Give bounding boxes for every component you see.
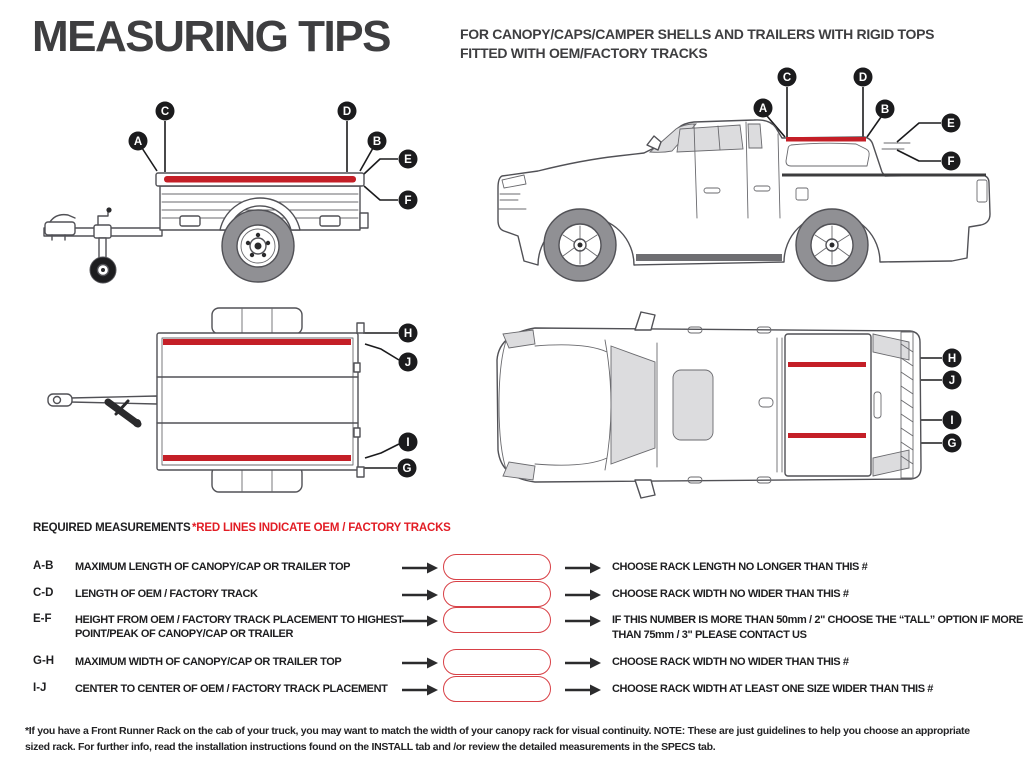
svg-text:G: G — [947, 438, 957, 450]
arrow-right-icon — [565, 614, 601, 626]
red-lines-note: *RED LINES INDICATE OEM / FACTORY TRACKS — [192, 522, 451, 534]
callout-e-badge — [942, 114, 961, 133]
arrow-right-icon — [565, 683, 601, 695]
callout-j-badge — [399, 353, 418, 372]
row-description: LENGTH OF OEM / FACTORY TRACK — [75, 588, 258, 600]
arrow-right-icon — [402, 614, 438, 626]
trailer-hitch-coupler — [48, 394, 72, 406]
callout-h-badge — [943, 349, 962, 368]
arrow-right-icon — [402, 561, 438, 573]
callout-g-badge — [398, 459, 417, 478]
rear-wheel — [796, 209, 868, 281]
arrow-right-icon — [565, 588, 601, 600]
trailer-jack-folded — [108, 401, 141, 427]
svg-text:C: C — [782, 72, 792, 84]
trailer-jockey-wheel — [90, 207, 116, 283]
quarter-window-glass — [748, 124, 762, 148]
row-guideline: CHOOSE RACK WIDTH AT LEAST ONE SIZE WIDER THAN THIS # — [612, 683, 934, 695]
callout-a-badge — [129, 132, 148, 151]
factory-track-red-line — [163, 455, 351, 461]
page-subtitle-line2: FITTED WITH OEM/FACTORY TRACKS — [460, 44, 708, 61]
factory-track-red-line — [164, 176, 356, 183]
row-guideline: CHOOSE RACK WIDTH NO WIDER THAN THIS # — [612, 656, 849, 668]
callout-h-badge — [399, 324, 418, 343]
callout-d-badge — [854, 68, 873, 87]
front-wheel — [544, 209, 616, 281]
callout-c-badge — [778, 68, 797, 87]
row-description: MAXIMUM LENGTH OF CANOPY/CAP OR TRAILER TOP — [75, 561, 351, 573]
row-guideline: CHOOSE RACK LENGTH NO LONGER THAN THIS # — [612, 561, 868, 573]
trailer-side-view-diagram — [28, 85, 428, 300]
svg-text:F: F — [947, 156, 955, 168]
measurement-fill-in-box — [443, 676, 551, 702]
row-code: C-D — [33, 587, 54, 599]
factory-track-red-line — [163, 339, 351, 345]
callout-j-badge — [943, 371, 962, 390]
callout-d-badge — [338, 102, 357, 121]
callout-g-badge — [943, 434, 962, 453]
svg-text:H: H — [403, 328, 413, 340]
svg-text:H: H — [947, 353, 957, 365]
required-measurements-heading: REQUIRED MEASUREMENTS — [33, 522, 191, 534]
trailer-top-view-diagram — [20, 300, 440, 500]
svg-text:B: B — [372, 136, 382, 148]
factory-track-red-line — [788, 433, 866, 438]
measurement-fill-in-box — [443, 554, 551, 580]
callout-i-badge — [943, 411, 962, 430]
page-title: MEASURING TIPS — [32, 12, 390, 61]
footnote — [25, 724, 970, 756]
page-subtitle-line1: FOR CANOPY/CAPS/CAMPER SHELLS AND TRAILERS WITH RIGID TOPS — [460, 26, 935, 42]
arrow-right-icon — [402, 683, 438, 695]
row-description: CENTER TO CENTER OF OEM / FACTORY TRACK PLACEMENT — [75, 683, 388, 695]
measurement-fill-in-box — [443, 581, 551, 607]
rocker-panel — [636, 254, 782, 261]
svg-text:I: I — [950, 415, 954, 427]
side-mirror — [635, 312, 655, 330]
svg-text:G: G — [402, 463, 412, 475]
callout-a-badge — [754, 99, 773, 118]
row-code: G-H — [33, 655, 55, 667]
svg-text:D: D — [342, 106, 352, 118]
callout-c-badge — [156, 102, 175, 121]
callout-b-badge — [368, 132, 387, 151]
svg-text:F: F — [404, 195, 412, 207]
row-description: MAXIMUM WIDTH OF CANOPY/CAP OR TRAILER TOP — [75, 656, 342, 668]
svg-text:J: J — [948, 375, 956, 387]
row-code: E-F — [33, 613, 52, 625]
measurement-fill-in-box — [443, 649, 551, 675]
measurement-fill-in-box — [443, 607, 551, 633]
svg-text:A: A — [758, 103, 768, 115]
truck-top-view-diagram — [485, 300, 1015, 510]
svg-text:A: A — [133, 136, 143, 148]
row-description: HEIGHT FROM OEM / FACTORY TRACK PLACEMENT TO HIGHEST POINT/PEAK OF CANOPY/CAP OR TRAILER — [75, 614, 404, 641]
callout-leader-lines — [363, 333, 399, 468]
footnote-line1: *If you have a Front Runner Rack on the cab of your truck, you may want to match the width of your canopy rack for visual continuity. NOTE: These are just guidelines to help you choose an appropriate — [25, 725, 970, 737]
door-window-glass — [677, 125, 743, 152]
factory-track-red-line — [786, 137, 866, 142]
trailer-body-top — [157, 323, 364, 477]
windshield-glass-top — [611, 346, 655, 464]
measurement-row-ij — [30, 682, 1020, 728]
page-subtitle — [460, 25, 934, 62]
svg-text:J: J — [404, 357, 412, 369]
row-guideline: CHOOSE RACK WIDTH NO WIDER THAN THIS # — [612, 588, 849, 600]
svg-text:C: C — [160, 106, 170, 118]
svg-text:B: B — [880, 104, 890, 116]
svg-text:E: E — [404, 154, 412, 166]
svg-text:D: D — [858, 72, 868, 84]
callout-f-badge — [399, 191, 418, 210]
sunroof — [673, 370, 713, 440]
truck-side-view-diagram — [490, 58, 1010, 293]
row-guideline: IF THIS NUMBER IS MORE THAN 50mm / 2" CHOOSE THE “TALL” OPTION IF MORE THAN 75mm / 3" PLEASE CONTACT US — [612, 614, 1023, 641]
arrow-right-icon — [402, 588, 438, 600]
factory-track-red-line — [788, 362, 866, 367]
trailer-wheel — [222, 210, 294, 282]
row-code: I-J — [33, 682, 47, 694]
callout-f-badge — [942, 152, 961, 171]
arrow-right-icon — [565, 656, 601, 668]
callout-e-badge — [399, 150, 418, 169]
arrow-right-icon — [565, 561, 601, 573]
footnote-line2: sized rack. For further info, read the installation instructions found on the INSTALL tab and /or review the detailed measurements in the SPECS tab. — [25, 740, 716, 753]
arrow-right-icon — [402, 656, 438, 668]
side-mirror — [635, 480, 655, 498]
callout-i-badge — [399, 433, 418, 452]
callout-b-badge — [876, 100, 895, 119]
row-code: A-B — [33, 560, 54, 572]
svg-text:E: E — [947, 118, 955, 130]
svg-text:I: I — [406, 437, 410, 449]
canopy-roof-top — [785, 334, 871, 476]
